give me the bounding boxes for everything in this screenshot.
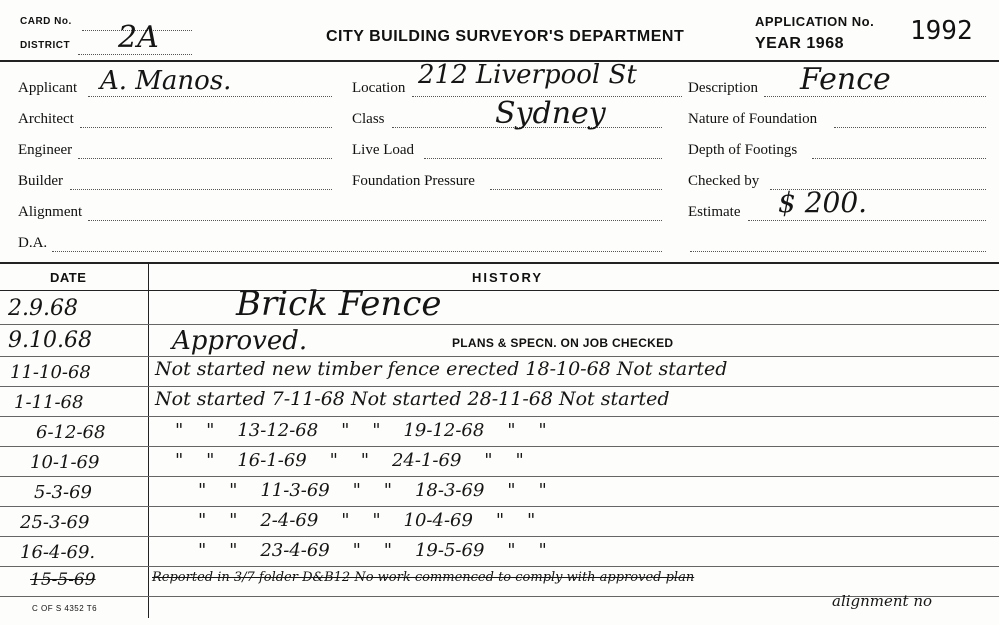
application-no-value: 1992 [910, 16, 973, 46]
history-date: 2.9.68 [8, 296, 78, 321]
history-entry: Reported in 3/7 folder D&B12 No work commenced to comply with approved plan [152, 570, 695, 585]
estimate-label: Estimate [688, 204, 741, 220]
history-date: 15-5-69 [30, 570, 96, 590]
checked-by-label: Checked by [688, 173, 760, 189]
history-entry: " " 13-12-68 " " 19-12-68 " " [175, 420, 547, 441]
estimate-value: $ 200. [778, 186, 868, 219]
history-entry: Not started new timber fence erected 18-10-68 Not started [155, 358, 728, 380]
history-entry: Not started 7-11-68 Not started 28-11-68 Not started [155, 388, 670, 410]
engineer-label: Engineer [18, 142, 73, 158]
description-label: Description [688, 80, 758, 96]
nature-of-foundation-label: Nature of Foundation [688, 111, 818, 127]
history-entry: " " 16-1-69 " " 24-1-69 " " [175, 450, 524, 471]
history-entry: Brick Fence [236, 284, 442, 324]
date-header: DATE [50, 270, 87, 285]
history-date: 16-4-69. [20, 542, 96, 563]
application-no-label: APPLICATION No. [755, 14, 875, 29]
foundation-pressure-label: Foundation Pressure [352, 173, 475, 189]
alignment-label: Alignment [18, 204, 83, 220]
history-date: 9.10.68 [8, 328, 92, 353]
history-entry: Approved. [172, 326, 308, 356]
history-date: 6-12-68 [36, 422, 106, 443]
history-date: 1-11-68 [14, 392, 84, 413]
applicant-value: A. Manos. [100, 66, 232, 96]
description-value: Fence [800, 62, 891, 97]
da-label: D.A. [18, 235, 48, 251]
location-value: 212 Liverpool St [418, 60, 637, 90]
history-entry-note: alignment no [832, 592, 933, 610]
location-label: Location [352, 80, 406, 96]
history-entry: " " 23-4-69 " " 19-5-69 " " [198, 540, 547, 561]
form-code: C OF S 4352 T6 [32, 604, 98, 613]
history-date: 10-1-69 [30, 452, 100, 473]
architect-label: Architect [18, 111, 74, 127]
depth-of-footings-label: Depth of Footings [688, 142, 798, 158]
history-entry: " " 11-3-69 " " 18-3-69 " " [198, 480, 547, 501]
history-date: 25-3-69 [20, 512, 90, 533]
history-entry: " " 2-4-69 " " 10-4-69 " " [198, 510, 536, 531]
department-title: CITY BUILDING SURVEYOR'S DEPARTMENT [326, 28, 685, 45]
location-value-2: Sydney [495, 96, 606, 131]
history-date: 5-3-69 [34, 482, 92, 503]
card-no-label: CARD No. [20, 16, 72, 27]
year-label: YEAR 1968 [755, 35, 844, 52]
district-label: DISTRICT [20, 40, 71, 51]
builder-label: Builder [18, 173, 63, 189]
history-date: 11-10-68 [10, 362, 91, 383]
class-label: Class [352, 111, 385, 127]
applicant-label: Applicant [18, 80, 78, 96]
live-load-label: Live Load [352, 142, 415, 158]
district-value: 2A [118, 20, 159, 55]
history-header: HISTORY [472, 270, 544, 285]
plans-checked-stamp: PLANS & SPECN. ON JOB CHECKED [452, 336, 674, 350]
